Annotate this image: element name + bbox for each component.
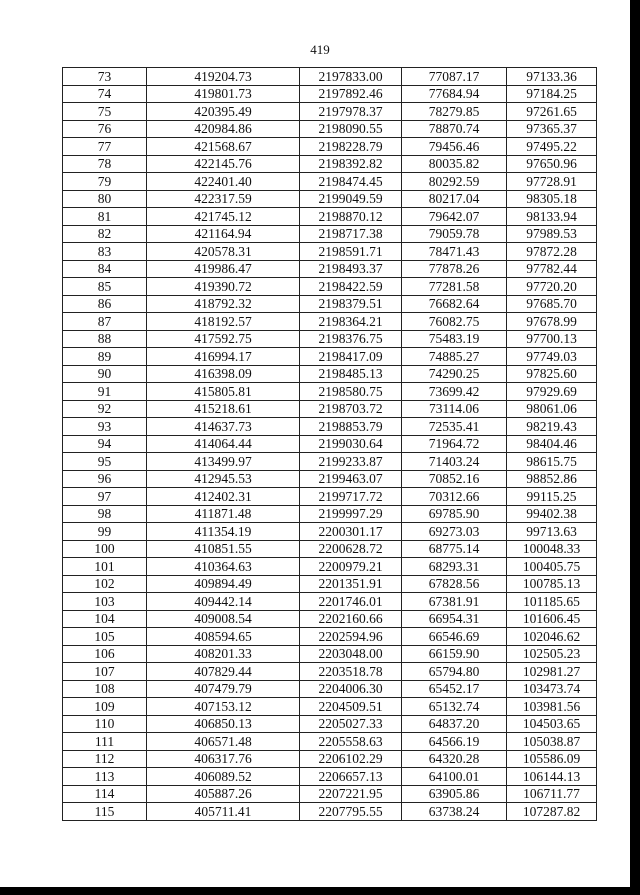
value-a-cell: 416994.17 — [147, 348, 300, 366]
value-d-cell: 107287.82 — [507, 803, 597, 821]
value-a-cell: 419390.72 — [147, 278, 300, 296]
value-b-cell: 2199463.07 — [300, 470, 402, 488]
value-a-cell: 419204.73 — [147, 68, 300, 86]
table-row — [63, 680, 597, 698]
table-row — [63, 628, 597, 646]
point-number-cell: 93 — [63, 418, 147, 436]
value-b-cell: 2203518.78 — [300, 663, 402, 681]
value-c-cell: 70312.66 — [402, 488, 507, 506]
value-c-cell: 69785.90 — [402, 505, 507, 523]
value-d-cell: 102981.27 — [507, 663, 597, 681]
value-a-cell: 411871.48 — [147, 505, 300, 523]
value-b-cell: 2207795.55 — [300, 803, 402, 821]
value-b-cell: 2198853.79 — [300, 418, 402, 436]
value-a-cell: 420578.31 — [147, 243, 300, 261]
value-a-cell: 421745.12 — [147, 208, 300, 226]
value-d-cell: 97989.53 — [507, 225, 597, 243]
value-c-cell: 66159.90 — [402, 645, 507, 663]
table-row — [63, 523, 597, 541]
value-c-cell: 77281.58 — [402, 278, 507, 296]
value-a-cell: 407829.44 — [147, 663, 300, 681]
value-b-cell: 2198417.09 — [300, 348, 402, 366]
value-a-cell: 415218.61 — [147, 400, 300, 418]
point-number-cell: 96 — [63, 470, 147, 488]
value-b-cell: 2199030.64 — [300, 435, 402, 453]
value-c-cell: 73114.06 — [402, 400, 507, 418]
table-row — [63, 785, 597, 803]
point-number-cell: 89 — [63, 348, 147, 366]
value-d-cell: 97365.37 — [507, 120, 597, 138]
value-d-cell: 98615.75 — [507, 453, 597, 471]
value-b-cell: 2198580.75 — [300, 383, 402, 401]
point-number-cell: 100 — [63, 540, 147, 558]
value-b-cell: 2200301.17 — [300, 523, 402, 541]
value-a-cell: 409442.14 — [147, 593, 300, 611]
value-c-cell: 65452.17 — [402, 680, 507, 698]
value-a-cell: 421568.67 — [147, 138, 300, 156]
table-row — [63, 400, 597, 418]
value-b-cell: 2204006.30 — [300, 680, 402, 698]
value-d-cell: 97825.60 — [507, 365, 597, 383]
table-row — [63, 488, 597, 506]
value-b-cell: 2199233.87 — [300, 453, 402, 471]
value-c-cell: 64837.20 — [402, 715, 507, 733]
scan-border-bottom — [0, 887, 640, 895]
value-c-cell: 73699.42 — [402, 383, 507, 401]
value-b-cell: 2200979.21 — [300, 558, 402, 576]
point-number-cell: 112 — [63, 750, 147, 768]
value-b-cell: 2197978.37 — [300, 103, 402, 121]
table-row — [63, 803, 597, 821]
table-row — [63, 243, 597, 261]
value-c-cell: 76082.75 — [402, 313, 507, 331]
point-number-cell: 76 — [63, 120, 147, 138]
point-number-cell: 111 — [63, 733, 147, 751]
point-number-cell: 77 — [63, 138, 147, 156]
value-d-cell: 99713.63 — [507, 523, 597, 541]
value-a-cell: 422145.76 — [147, 155, 300, 173]
value-b-cell: 2205558.63 — [300, 733, 402, 751]
value-d-cell: 97728.91 — [507, 173, 597, 191]
point-number-cell: 75 — [63, 103, 147, 121]
value-c-cell: 77087.17 — [402, 68, 507, 86]
value-c-cell: 63905.86 — [402, 785, 507, 803]
value-a-cell: 414064.44 — [147, 435, 300, 453]
value-a-cell: 411354.19 — [147, 523, 300, 541]
value-c-cell: 67381.91 — [402, 593, 507, 611]
value-d-cell: 97133.36 — [507, 68, 597, 86]
table-row — [63, 278, 597, 296]
value-c-cell: 68775.14 — [402, 540, 507, 558]
value-b-cell: 2199997.29 — [300, 505, 402, 523]
table-row — [63, 120, 597, 138]
table-row — [63, 453, 597, 471]
value-a-cell: 413499.97 — [147, 453, 300, 471]
value-b-cell: 2198392.82 — [300, 155, 402, 173]
table-row — [63, 418, 597, 436]
value-d-cell: 97261.65 — [507, 103, 597, 121]
value-d-cell: 106144.13 — [507, 768, 597, 786]
value-c-cell: 63738.24 — [402, 803, 507, 821]
table-row — [63, 733, 597, 751]
value-c-cell: 75483.19 — [402, 330, 507, 348]
point-number-cell: 81 — [63, 208, 147, 226]
value-a-cell: 420984.86 — [147, 120, 300, 138]
value-a-cell: 419801.73 — [147, 85, 300, 103]
value-c-cell: 70852.16 — [402, 470, 507, 488]
value-d-cell: 98305.18 — [507, 190, 597, 208]
value-d-cell: 97872.28 — [507, 243, 597, 261]
value-c-cell: 78471.43 — [402, 243, 507, 261]
value-a-cell: 406571.48 — [147, 733, 300, 751]
point-number-cell: 106 — [63, 645, 147, 663]
table-row — [63, 85, 597, 103]
value-d-cell: 97929.69 — [507, 383, 597, 401]
point-number-cell: 86 — [63, 295, 147, 313]
value-b-cell: 2199717.72 — [300, 488, 402, 506]
point-number-cell: 99 — [63, 523, 147, 541]
table-row — [63, 330, 597, 348]
point-number-cell: 97 — [63, 488, 147, 506]
value-c-cell: 64100.01 — [402, 768, 507, 786]
point-number-cell: 114 — [63, 785, 147, 803]
table-row — [63, 470, 597, 488]
value-d-cell: 98404.46 — [507, 435, 597, 453]
value-c-cell: 71403.24 — [402, 453, 507, 471]
value-a-cell: 418192.57 — [147, 313, 300, 331]
table-row — [63, 435, 597, 453]
page-number: 419 — [310, 42, 330, 57]
value-c-cell: 72535.41 — [402, 418, 507, 436]
value-c-cell: 67828.56 — [402, 575, 507, 593]
value-a-cell: 417592.75 — [147, 330, 300, 348]
value-a-cell: 406317.76 — [147, 750, 300, 768]
value-b-cell: 2206657.13 — [300, 768, 402, 786]
value-b-cell: 2198591.71 — [300, 243, 402, 261]
table-row — [63, 155, 597, 173]
table-row — [63, 190, 597, 208]
value-b-cell: 2198493.37 — [300, 260, 402, 278]
value-c-cell: 66546.69 — [402, 628, 507, 646]
point-number-cell: 84 — [63, 260, 147, 278]
value-b-cell: 2198703.72 — [300, 400, 402, 418]
table-row — [63, 575, 597, 593]
point-number-cell: 80 — [63, 190, 147, 208]
value-b-cell: 2198870.12 — [300, 208, 402, 226]
value-d-cell: 101185.65 — [507, 593, 597, 611]
value-a-cell: 409894.49 — [147, 575, 300, 593]
point-number-cell: 113 — [63, 768, 147, 786]
table-row — [63, 260, 597, 278]
value-b-cell: 2202160.66 — [300, 610, 402, 628]
value-c-cell: 80035.82 — [402, 155, 507, 173]
value-c-cell: 66954.31 — [402, 610, 507, 628]
value-a-cell: 412402.31 — [147, 488, 300, 506]
value-a-cell: 406850.13 — [147, 715, 300, 733]
value-c-cell: 69273.03 — [402, 523, 507, 541]
value-a-cell: 407479.79 — [147, 680, 300, 698]
value-d-cell: 98133.94 — [507, 208, 597, 226]
value-c-cell: 79642.07 — [402, 208, 507, 226]
value-a-cell: 405711.41 — [147, 803, 300, 821]
value-b-cell: 2198717.38 — [300, 225, 402, 243]
value-c-cell: 79059.78 — [402, 225, 507, 243]
value-d-cell: 100048.33 — [507, 540, 597, 558]
value-c-cell: 74290.25 — [402, 365, 507, 383]
table-row — [63, 645, 597, 663]
value-d-cell: 100785.13 — [507, 575, 597, 593]
value-d-cell: 97184.25 — [507, 85, 597, 103]
table-row — [63, 365, 597, 383]
table-row — [63, 173, 597, 191]
table-row — [63, 348, 597, 366]
table-row — [63, 610, 597, 628]
point-number-cell: 105 — [63, 628, 147, 646]
table-row — [63, 313, 597, 331]
table-row — [63, 138, 597, 156]
point-number-cell: 85 — [63, 278, 147, 296]
table-row — [63, 225, 597, 243]
value-a-cell: 410364.63 — [147, 558, 300, 576]
point-number-cell: 110 — [63, 715, 147, 733]
point-number-cell: 90 — [63, 365, 147, 383]
value-b-cell: 2200628.72 — [300, 540, 402, 558]
value-d-cell: 97678.99 — [507, 313, 597, 331]
value-d-cell: 104503.65 — [507, 715, 597, 733]
value-a-cell: 408201.33 — [147, 645, 300, 663]
value-d-cell: 103981.56 — [507, 698, 597, 716]
point-number-cell: 74 — [63, 85, 147, 103]
table-row — [63, 68, 597, 86]
table-row — [63, 715, 597, 733]
table-row — [63, 208, 597, 226]
value-d-cell: 102046.62 — [507, 628, 597, 646]
coordinate-table-body — [63, 68, 597, 821]
value-d-cell: 97720.20 — [507, 278, 597, 296]
value-b-cell: 2198376.75 — [300, 330, 402, 348]
value-c-cell: 78870.74 — [402, 120, 507, 138]
table-row — [63, 768, 597, 786]
table-row — [63, 383, 597, 401]
point-number-cell: 108 — [63, 680, 147, 698]
value-c-cell: 65794.80 — [402, 663, 507, 681]
value-d-cell: 100405.75 — [507, 558, 597, 576]
point-number-cell: 87 — [63, 313, 147, 331]
value-d-cell: 98219.43 — [507, 418, 597, 436]
value-a-cell: 407153.12 — [147, 698, 300, 716]
value-d-cell: 106711.77 — [507, 785, 597, 803]
point-number-cell: 83 — [63, 243, 147, 261]
table-row — [63, 663, 597, 681]
value-b-cell: 2199049.59 — [300, 190, 402, 208]
value-d-cell: 98061.06 — [507, 400, 597, 418]
point-number-cell: 73 — [63, 68, 147, 86]
value-c-cell: 64566.19 — [402, 733, 507, 751]
value-a-cell: 410851.55 — [147, 540, 300, 558]
value-b-cell: 2203048.00 — [300, 645, 402, 663]
point-number-cell: 115 — [63, 803, 147, 821]
value-b-cell: 2201351.91 — [300, 575, 402, 593]
value-c-cell: 80217.04 — [402, 190, 507, 208]
value-d-cell: 99402.38 — [507, 505, 597, 523]
value-b-cell: 2197892.46 — [300, 85, 402, 103]
scan-border-right — [630, 0, 640, 895]
value-d-cell: 105038.87 — [507, 733, 597, 751]
value-a-cell: 414637.73 — [147, 418, 300, 436]
value-d-cell: 97700.13 — [507, 330, 597, 348]
point-number-cell: 102 — [63, 575, 147, 593]
value-b-cell: 2202594.96 — [300, 628, 402, 646]
value-a-cell: 416398.09 — [147, 365, 300, 383]
value-a-cell: 412945.53 — [147, 470, 300, 488]
value-b-cell: 2204509.51 — [300, 698, 402, 716]
value-a-cell: 415805.81 — [147, 383, 300, 401]
value-b-cell: 2198228.79 — [300, 138, 402, 156]
value-b-cell: 2201746.01 — [300, 593, 402, 611]
value-a-cell: 406089.52 — [147, 768, 300, 786]
value-d-cell: 98852.86 — [507, 470, 597, 488]
table-row — [63, 593, 597, 611]
value-a-cell: 421164.94 — [147, 225, 300, 243]
value-b-cell: 2198364.21 — [300, 313, 402, 331]
coordinate-table — [62, 67, 597, 821]
point-number-cell: 88 — [63, 330, 147, 348]
value-c-cell: 79456.46 — [402, 138, 507, 156]
value-a-cell: 422401.40 — [147, 173, 300, 191]
value-c-cell: 65132.74 — [402, 698, 507, 716]
value-d-cell: 101606.45 — [507, 610, 597, 628]
value-d-cell: 97782.44 — [507, 260, 597, 278]
table-row — [63, 558, 597, 576]
value-a-cell: 418792.32 — [147, 295, 300, 313]
value-b-cell: 2198485.13 — [300, 365, 402, 383]
point-number-cell: 95 — [63, 453, 147, 471]
value-c-cell: 77684.94 — [402, 85, 507, 103]
value-a-cell: 419986.47 — [147, 260, 300, 278]
table-row — [63, 750, 597, 768]
value-b-cell: 2207221.95 — [300, 785, 402, 803]
value-b-cell: 2205027.33 — [300, 715, 402, 733]
point-number-cell: 107 — [63, 663, 147, 681]
value-a-cell: 405887.26 — [147, 785, 300, 803]
value-c-cell: 78279.85 — [402, 103, 507, 121]
point-number-cell: 79 — [63, 173, 147, 191]
table-row — [63, 540, 597, 558]
value-a-cell: 409008.54 — [147, 610, 300, 628]
value-a-cell: 422317.59 — [147, 190, 300, 208]
value-a-cell: 408594.65 — [147, 628, 300, 646]
table-row — [63, 698, 597, 716]
value-b-cell: 2197833.00 — [300, 68, 402, 86]
value-c-cell: 74885.27 — [402, 348, 507, 366]
point-number-cell: 103 — [63, 593, 147, 611]
point-number-cell: 91 — [63, 383, 147, 401]
value-d-cell: 97685.70 — [507, 295, 597, 313]
table-row — [63, 103, 597, 121]
value-d-cell: 105586.09 — [507, 750, 597, 768]
value-c-cell: 76682.64 — [402, 295, 507, 313]
value-c-cell: 80292.59 — [402, 173, 507, 191]
point-number-cell: 98 — [63, 505, 147, 523]
value-b-cell: 2198422.59 — [300, 278, 402, 296]
point-number-cell: 101 — [63, 558, 147, 576]
point-number-cell: 82 — [63, 225, 147, 243]
value-c-cell: 68293.31 — [402, 558, 507, 576]
value-d-cell: 97749.03 — [507, 348, 597, 366]
value-d-cell: 102505.23 — [507, 645, 597, 663]
point-number-cell: 94 — [63, 435, 147, 453]
value-d-cell: 99115.25 — [507, 488, 597, 506]
point-number-cell: 78 — [63, 155, 147, 173]
value-d-cell: 97495.22 — [507, 138, 597, 156]
value-c-cell: 71964.72 — [402, 435, 507, 453]
value-c-cell: 64320.28 — [402, 750, 507, 768]
value-b-cell: 2198474.45 — [300, 173, 402, 191]
value-d-cell: 97650.96 — [507, 155, 597, 173]
value-b-cell: 2206102.29 — [300, 750, 402, 768]
value-a-cell: 420395.49 — [147, 103, 300, 121]
point-number-cell: 109 — [63, 698, 147, 716]
table-row — [63, 295, 597, 313]
point-number-cell: 104 — [63, 610, 147, 628]
point-number-cell: 92 — [63, 400, 147, 418]
value-c-cell: 77878.26 — [402, 260, 507, 278]
table-row — [63, 505, 597, 523]
value-b-cell: 2198090.55 — [300, 120, 402, 138]
value-b-cell: 2198379.51 — [300, 295, 402, 313]
value-d-cell: 103473.74 — [507, 680, 597, 698]
